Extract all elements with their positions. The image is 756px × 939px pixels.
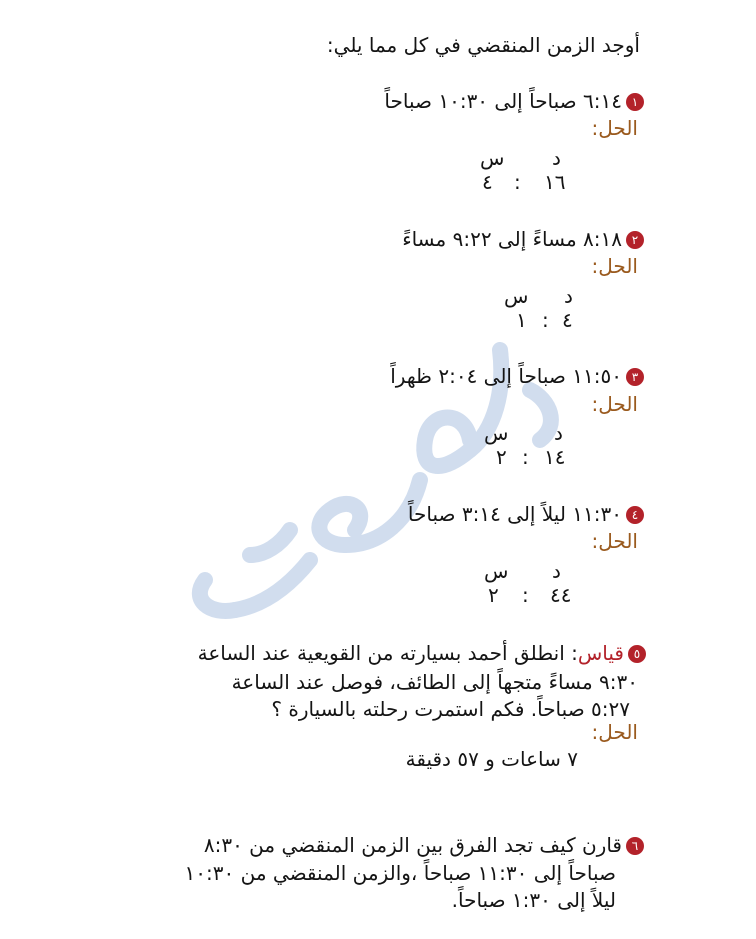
hours-value: ٢ bbox=[488, 583, 499, 607]
time-grid-2 bbox=[500, 284, 610, 344]
problem-5-line-3: ٥:٢٧ صباحاً. فكم استمرت رحلته بالسيارة ؟ bbox=[271, 697, 630, 721]
page-title: أوجد الزمن المنقضي في كل مما يلي: bbox=[326, 33, 640, 57]
solution-label: الحل: bbox=[591, 116, 638, 140]
problem-6 bbox=[204, 830, 644, 860]
minutes-value: ١٦ bbox=[544, 170, 566, 194]
colon: : bbox=[522, 445, 529, 469]
time-grid-1 bbox=[470, 146, 580, 206]
hour-col-header: س bbox=[484, 421, 509, 445]
problem-2 bbox=[402, 227, 644, 251]
problem-6-line-2: صباحاً إلى ١١:٣٠ صباحاً ،والزمن المنقضي من ١٠:٣٠ bbox=[184, 861, 616, 885]
minute-col-header: د bbox=[552, 559, 561, 583]
colon: : bbox=[522, 583, 529, 607]
solution-label: الحل: bbox=[591, 254, 638, 278]
minutes-value: ١٤ bbox=[544, 445, 566, 469]
hours-value: ٢ bbox=[496, 445, 507, 469]
minutes-value: ٤ bbox=[562, 308, 573, 332]
problem-text: : انطلق أحمد بسيارته من القويعية عند الساعة bbox=[197, 641, 578, 665]
problem-number-badge: ٢ bbox=[626, 231, 644, 249]
qiyas-label: قياس bbox=[577, 641, 624, 665]
hour-col-header: س bbox=[504, 284, 529, 308]
hours-value: ١ bbox=[516, 308, 527, 332]
problem-text: ٦:١٤ صباحاً إلى ١٠:٣٠ صباحاً bbox=[384, 89, 622, 113]
solution-label: الحل: bbox=[591, 720, 638, 744]
problem-number-badge: ١ bbox=[626, 93, 644, 111]
problem-text: ١١:٣٠ ليلاً إلى ٣:١٤ صباحاً bbox=[407, 502, 622, 526]
colon: : bbox=[542, 308, 549, 332]
problem-number-badge: ٥ bbox=[628, 645, 646, 663]
problem-text: قارن كيف تجد الفرق بين الزمن المنقضي من ٨:٣٠ bbox=[203, 833, 622, 857]
problem-3 bbox=[390, 364, 644, 388]
colon: : bbox=[514, 170, 521, 194]
problem-number-badge: ٦ bbox=[626, 837, 644, 855]
problem-5-answer: ٧ ساعات و ٥٧ دقيقة bbox=[405, 747, 578, 771]
hour-col-header: س bbox=[484, 559, 509, 583]
hours-value: ٤ bbox=[482, 170, 493, 194]
minute-col-header: د bbox=[552, 146, 561, 170]
solution-label: الحل: bbox=[591, 392, 638, 416]
problem-6-line-3: ليلاً إلى ١:٣٠ صباحاً. bbox=[451, 888, 616, 912]
time-grid-4 bbox=[478, 559, 588, 619]
problem-text: ١١:٥٠ صباحاً إلى ٢:٠٤ ظهراً bbox=[390, 364, 622, 388]
problem-5-line-1 bbox=[198, 638, 646, 668]
problem-1 bbox=[384, 89, 644, 113]
hour-col-header: س bbox=[480, 146, 505, 170]
problem-text: ٨:١٨ مساءً إلى ٩:٢٢ مساءً bbox=[402, 227, 622, 251]
problem-number-badge: ٣ bbox=[626, 368, 644, 386]
solution-label: الحل: bbox=[591, 529, 638, 553]
time-grid-3 bbox=[482, 421, 592, 481]
minute-col-header: د bbox=[564, 284, 573, 308]
problem-number-badge: ٤ bbox=[626, 506, 644, 524]
problem-5 bbox=[198, 638, 646, 668]
problem-6-line-1 bbox=[204, 830, 644, 860]
problem-4 bbox=[408, 502, 644, 526]
problem-5-line-2: ٩:٣٠ مساءً متجهاً إلى الطائف، فوصل عند الساعة bbox=[231, 670, 638, 694]
minutes-value: ٤٤ bbox=[550, 583, 572, 607]
minute-col-header: د bbox=[554, 421, 563, 445]
